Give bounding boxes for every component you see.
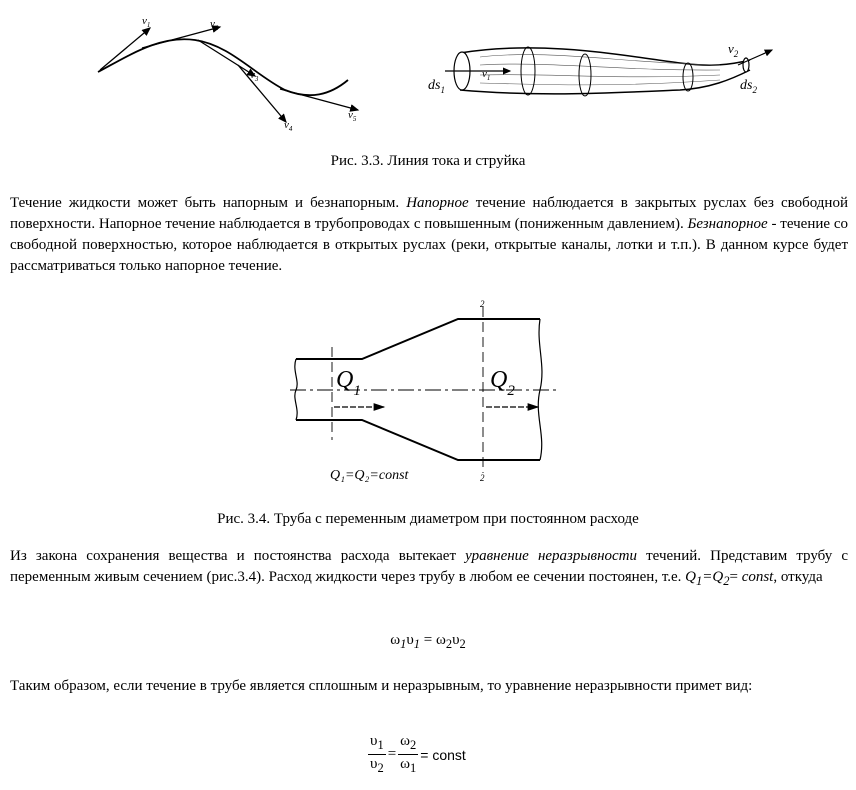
pipe-break-left	[295, 359, 297, 420]
label-ds2: $ds_2$	[740, 78, 757, 95]
velocity-vector-v4	[238, 65, 286, 122]
fraction-velocity: $\frac{\upsilon_1}{\upsilon_2}$	[370, 733, 384, 775]
velocity-ratio-equation: $\frac{\upsilon_1}{\upsilon_2}$ = $\frac{\omega_2}{\omega_1}$ = const	[370, 733, 466, 775]
section-mark-top: 2	[480, 299, 485, 309]
paragraph-flow-types: Течение жидкости может быть напорным и безнапорным. Напорное течение наблюдается в закрытых руслах без свободной поверхности. Напорное течение наблюдается в трубопроводах с повышенным (пониженным давлением). Безнапорное - течение со свободной поверхностью, которое наблюдается в открытых руслах (реки, открытые каналы, лотки и т.п.). В данном курсе будет рассматриваться только напорное течение.	[10, 195, 848, 274]
velocity-vector-v3	[198, 40, 255, 76]
tube-section-c	[683, 63, 693, 91]
pipe-lower-wall	[296, 420, 540, 460]
streamline-curve	[98, 39, 348, 95]
label-v2: $v_2$	[728, 41, 739, 59]
velocity-vector-v2	[142, 27, 220, 48]
velocity-vector-v2	[738, 50, 772, 65]
label-ds1: $ds_1$	[428, 78, 445, 95]
label-q1: $Q_1$	[336, 367, 361, 399]
paragraph-conclusion: Таким образом, если течение в трубе является сплошным и неразрывным, то уравнение неразрывности примет вид:	[10, 678, 753, 694]
label-q2: $Q_2$	[490, 367, 515, 399]
figure-3-3-caption: Рис. 3.3. Линия тока и струйка	[330, 153, 526, 169]
paragraph-continuity: Из закона сохранения вещества и постоянства расхода вытекает уравнение неразрывности течений. Представим трубу с переменным живым сечением (рис.3.4). Расход жидкости через трубу в любом ее сечении постоянен, т.е. $Q_1=Q_2=$ const, откуда	[10, 548, 848, 588]
variable-pipe-diagram	[290, 295, 565, 490]
tube-section-b	[579, 54, 591, 96]
continuity-equation: $\omega_1\upsilon_1 = \omega_2\upsilon_2$	[390, 632, 466, 651]
streamline-diagram	[90, 10, 380, 135]
section-mark-bottom: 2	[480, 473, 485, 483]
label-v2: $v_2$	[210, 18, 219, 32]
pipe-break-right	[538, 319, 542, 460]
stream-tube-diagram	[420, 35, 780, 110]
label-v3: $v_3$	[250, 69, 259, 83]
velocity-vector-v5	[280, 89, 358, 110]
label-v1: $v_1$	[482, 68, 491, 82]
label-v1: $v_1$	[142, 15, 151, 29]
fraction-area: $\frac{\omega_2}{\omega_1}$	[400, 733, 417, 775]
tube-lower-wall	[460, 70, 750, 94]
pipe-upper-wall	[296, 319, 540, 359]
label-v5: $v_5$	[348, 109, 357, 123]
tube-section-a	[521, 47, 535, 95]
label-v4: $v_4$	[284, 119, 293, 133]
figure-3-4-caption: Рис. 3.4. Труба с переменным диаметром при постоянном расходе	[217, 511, 639, 527]
tube-upper-wall	[460, 48, 750, 65]
flow-formula: Q₁=Q₂=const	[330, 468, 409, 483]
